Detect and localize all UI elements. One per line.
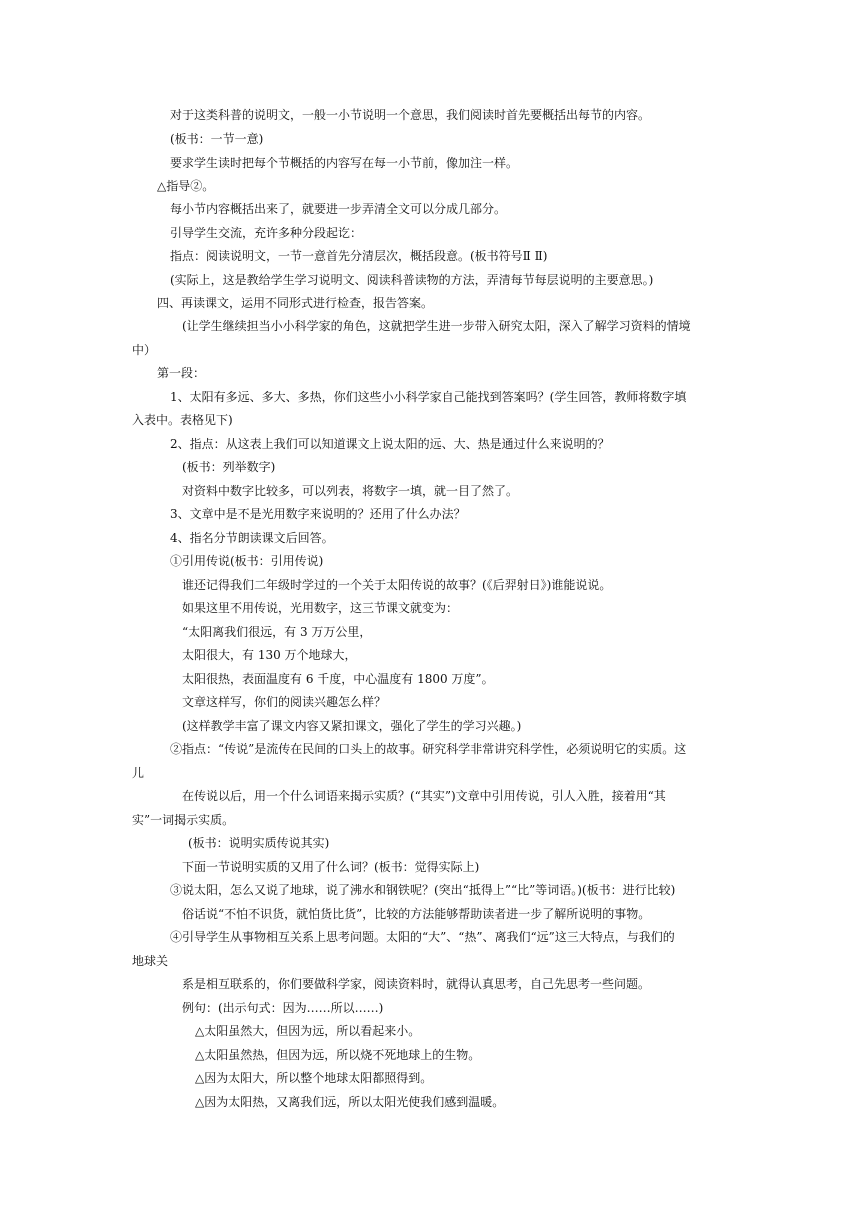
text-line: (板书：说明实质传说其实): [188, 836, 330, 850]
text-line: △太阳虽然大，但因为远，所以看起来小。: [195, 1024, 421, 1038]
text-line: △太阳虽然热，但因为远，所以烧不死地球上的生物。: [195, 1048, 481, 1062]
text-line: 儿: [132, 766, 145, 780]
text-line: 对于这类科普的说明文，一般一小节说明一个意思，我们阅读时首先要概括出每节的内容。: [170, 108, 651, 122]
text-line: 地球关: [132, 954, 169, 968]
text-line: 4、指名分节朗读课文后回答。: [170, 531, 334, 545]
text-line: (这样教学丰富了课文内容又紧扣课文，强化了学生的学习兴趣。): [182, 719, 522, 733]
section-heading: 四、再读课文，运用不同形式进行检查，报告答案。: [157, 296, 434, 310]
text-line: 如果这里不用传说，光用数字，这三节课文就变为：: [182, 601, 459, 615]
text-line: (板书：列举数字): [182, 460, 276, 474]
text-line: 谁还记得我们二年级时学过的一个关于太阳传说的故事？(《后羿射日》)谁能说说。: [182, 578, 612, 592]
text-line: (让学生继续担当小小科学家的角色，这就把学生进一步带入研究太阳，深入了解学习资料的情境: [182, 319, 691, 333]
text-line: ①引用传说(板书：引用传说): [170, 554, 324, 568]
text-line: 对资料中数字比较多，可以列表，将数字一填，就一目了然了。: [182, 484, 519, 498]
text-line: 下面一节说明实质的又用了什么词？(板书：觉得实际上): [182, 860, 480, 874]
text-line: △指导②。: [157, 179, 215, 193]
text-line: ②指点：“传说”是流传在民间的口头上的故事。研究科学非常讲究科学性，必须说明它的实质。这: [170, 742, 687, 756]
text-line: △因为太阳热，又离我们远，所以太阳光使我们感到温暖。: [195, 1095, 505, 1109]
text-line: 指点：阅读说明文，一节一意首先分清层次，概括段意。(板书符号Ⅱ Ⅱ): [170, 249, 548, 263]
text-line: ④引导学生从事物相互关系上思考问题。太阳的“大”、“热”、离我们“远”这三大特点，与我们的: [170, 930, 675, 944]
text-line: ③说太阳，怎么又说了地球，说了沸水和钢铁呢？(突出“抵得上”“比”等词语。)(板书：进行比较): [170, 883, 676, 897]
text-line: 每小节内容概括出来了，就要进一步弄清全文可以分成几部分。: [170, 202, 507, 216]
text-line: 文章这样写，你们的阅读兴趣怎么样？: [182, 695, 387, 709]
text-line: (板书：一节一意): [170, 132, 264, 146]
text-line: 1、太阳有多远、多大、多热，你们这些小小科学家自己能找到答案吗？(学生回答，教师将数字填: [170, 390, 687, 404]
text-line: 例句：(出示句式：因为……所以……): [182, 1001, 384, 1015]
text-line: 3、文章中是不是光用数字来说明的？还用了什么办法？: [170, 507, 466, 521]
text-line: 要求学生读时把每个节概括的内容写在每一小节前，像加注一样。: [170, 156, 519, 170]
text-line: 引导学生交流，充许多种分段起讫：: [170, 226, 363, 240]
text-line: 入表中。表格见下): [132, 413, 233, 427]
text-line: (实际上，这是教给学生学习说明文、阅读科普读物的方法，弄清每节每层说明的主要意思。): [170, 273, 654, 287]
text-line: 在传说以后，用一个什么词语来揭示实质？(“其实”)文章中引用传说，引人入胜，接着用“其: [182, 789, 666, 803]
text-line: “太阳离我们很远，有 3 万万公里，: [182, 625, 372, 639]
text-line: 实”一词揭示实质。: [132, 813, 235, 827]
text-line: 中）: [132, 343, 157, 357]
text-line: 第一段：: [157, 366, 206, 380]
text-line: △因为太阳大，所以整个地球太阳都照得到。: [195, 1071, 433, 1085]
text-line: 俗话说“不怕不识货，就怕货比货”，比较的方法能够帮助读者进一步了解所说明的事物。: [182, 907, 651, 921]
text-line: 太阳很大，有 130 万个地球大，: [182, 648, 357, 662]
text-line: 太阳很热，表面温度有 6 千度，中心温度有 1800 万度”。: [182, 672, 494, 686]
text-line: 系是相互联系的，你们要做科学家，阅读资料时，就得认真思考，自己先思考一些问题。: [182, 977, 651, 991]
text-line: 2、指点：从这表上我们可以知道课文上说太阳的远、大、热是通过什么来说明的？: [170, 437, 610, 451]
